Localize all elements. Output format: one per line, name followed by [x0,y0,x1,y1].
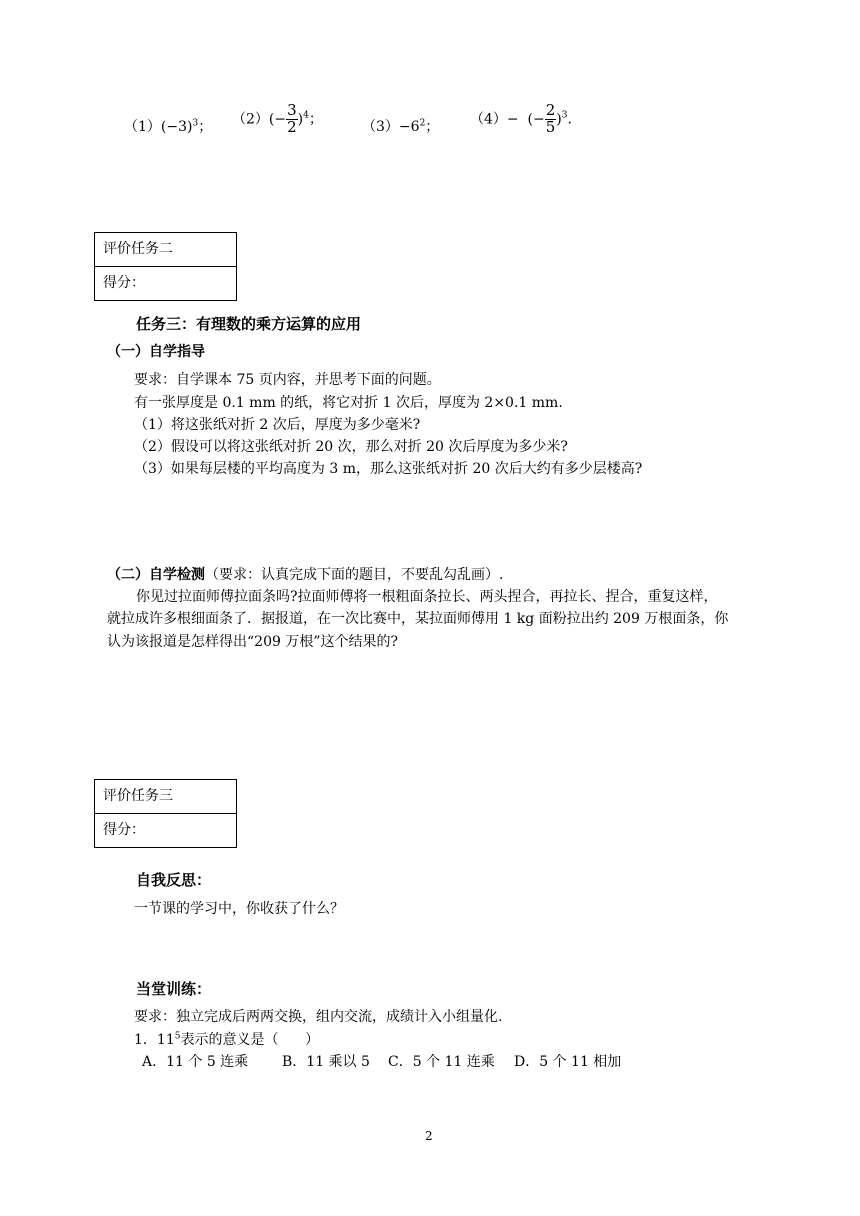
noodle-paragraph-line-3: 认为该报道是怎样得出“209 万根”这个结果的? [107,634,398,650]
self-check-heading: （二）自学检测 [107,567,205,583]
exercise-1 [124,116,212,136]
exercise-exponent: 3 [561,110,568,121]
option-a: A．11 个 5 连乘 [142,1054,249,1070]
practice-question-1 [134,1029,319,1049]
exercise-open: − (− [506,111,545,128]
exercise-3 [362,116,439,136]
evaluation-box-task3 [94,779,237,848]
question-tail: 表示的意义是（ ） [180,1032,320,1048]
evaluation-title: 评价任务二 [103,241,173,257]
question-exponent: 5 [174,1031,181,1042]
fraction-numerator: 3 [287,101,297,119]
self-study-guide-heading: （一）自学指导 [107,344,205,360]
option-d: D．5 个 11 相加 [514,1054,622,1070]
evaluation-box-task2 [94,232,237,301]
page-number: 2 [425,1129,433,1143]
exercise-exponent: 2 [419,118,426,129]
reflection-heading: 自我反思： [136,871,212,889]
exercise-tail: ； [198,119,213,135]
task3-question-2: （2）假设可以将这张纸对折 20 次，那么对折 20 次后厚度为多少米? [134,439,568,455]
practice-requirement: 要求：独立完成后两两交换，组内交流，成绩计入小组量化. [134,1009,503,1025]
exercise-tail: . [567,111,572,128]
exercise-tail: ； [425,119,440,135]
task3-question-3: （3）如果每层楼的平均高度为 3 m，那么这张纸对折 20 次后大约有多少层楼高? [134,461,643,477]
fraction-numerator: 2 [545,101,556,119]
task3-heading: 任务三：有理数的乘方运算的应用 [136,315,362,333]
practice-heading: 当堂训练： [136,980,212,998]
evaluation-title: 评价任务三 [103,788,173,804]
exercise-exponent: 3 [192,118,199,129]
question-base: 1．11 [134,1032,175,1048]
fraction-denominator: 2 [287,117,297,136]
exercise-close: ) [556,111,562,128]
evaluation-score: 得分： [95,813,236,847]
evaluation-score: 得分： [95,266,236,300]
exercise-tail: ； [308,111,323,128]
self-check-note: （要求：认真完成下面的题目，不要乱勾乱画）. [205,567,504,583]
exercise-close: ) [297,111,304,128]
exercise-expr: −6 [398,119,420,135]
option-b: B．11 乘以 5 [282,1054,370,1070]
fraction [545,103,557,136]
exercise-exponent: 4 [303,110,309,121]
noodle-paragraph-line-1: 你见过拉面师傅拉面条吗?拉面师傅将一根粗面条拉长、两头捏合，再拉长、捏合，重复这样， [136,589,718,605]
self-check-heading-line [107,564,503,584]
exercise-label: （1） [124,119,161,135]
exercise-label: （4） [470,111,507,128]
fraction-denominator: 5 [545,117,556,136]
exercise-label: （3） [362,119,399,135]
exercise-label: （2） [232,111,269,128]
noodle-paragraph-line-2: 就拉成许多根细面条了．据报道，在一次比赛中，某拉面师傅用 1 kg 面粉拉出约 209 万根面条，你 [107,611,729,627]
exercise-2 [232,103,323,136]
fraction [286,103,298,136]
task3-requirement: 要求：自学课本 75 页内容，并思考下面的问题。 [134,372,441,388]
exercise-open: (− [268,111,287,128]
task3-question-1: （1）将这张纸对折 2 次后，厚度为多少毫米? [134,417,421,433]
task3-intro: 有一张厚度是 0.1 mm 的纸，将它对折 1 次后，厚度为 2×0.1 mm. [134,395,563,411]
exercise-4 [470,103,572,136]
reflection-question: 一节课的学习中，你收获了什么？ [134,901,344,917]
exercise-expr: (−3) [160,119,193,135]
option-c: C．5 个 11 连乘 [388,1054,495,1070]
